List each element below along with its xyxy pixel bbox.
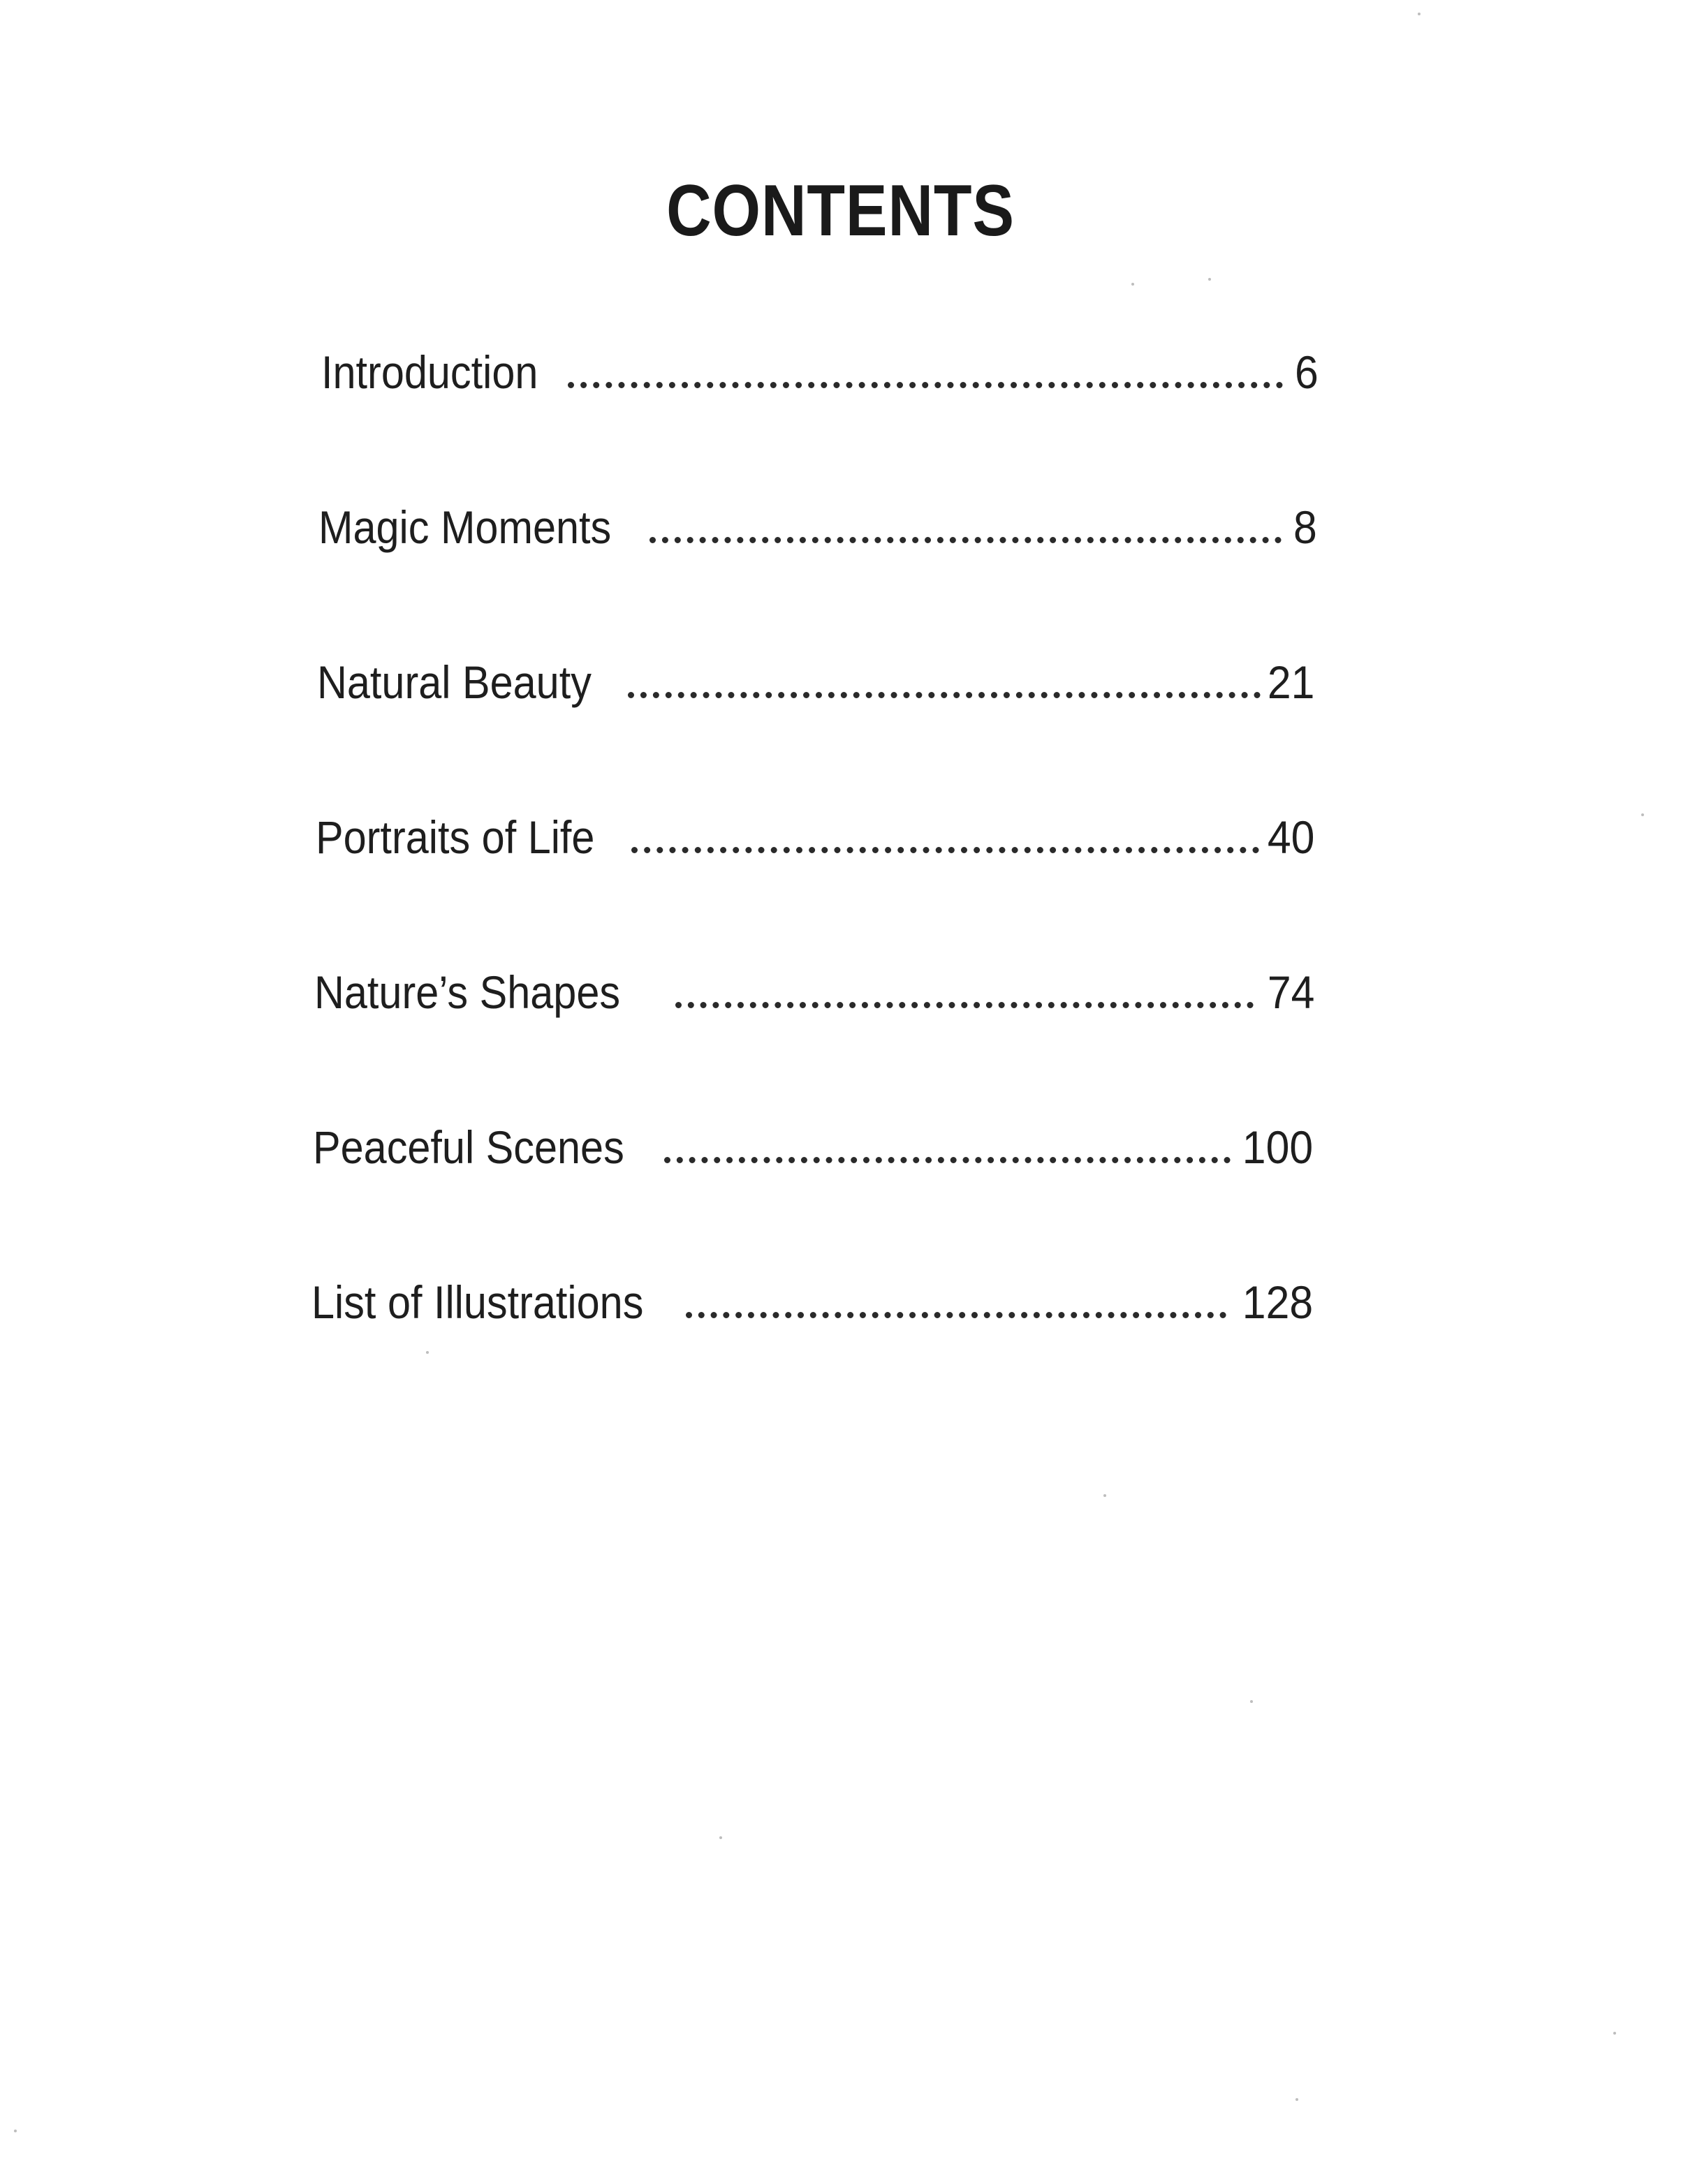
toc-dot-leader — [664, 1157, 1231, 1163]
toc-entry-page: 74 — [1267, 966, 1314, 1018]
toc-dot-leader — [686, 1312, 1226, 1318]
scan-speck — [426, 1351, 429, 1354]
toc-entry-page: 100 — [1242, 1121, 1313, 1173]
toc-dot-leader — [628, 692, 1261, 698]
toc-dot-leader — [649, 537, 1282, 543]
scan-speck — [1208, 278, 1211, 281]
toc-entry-peaceful-scenes — [313, 1121, 1313, 1279]
scan-speck — [1295, 2098, 1298, 2101]
toc-entry-page: 128 — [1242, 1276, 1313, 1328]
toc-entry-label: Peaceful Scenes — [313, 1121, 624, 1173]
toc-entry-label: Portraits of Life — [316, 811, 595, 863]
scan-speck — [1641, 813, 1644, 816]
scan-speck — [1250, 1700, 1253, 1703]
toc-entry-label: Nature’s Shapes — [314, 966, 621, 1018]
toc-dot-leader — [568, 382, 1283, 388]
toc-entry-page: 8 — [1293, 501, 1317, 553]
page-title: CONTENTS — [666, 170, 1015, 251]
scan-speck — [719, 1836, 722, 1839]
scan-speck — [14, 2130, 17, 2132]
toc-entry-page: 40 — [1267, 811, 1314, 863]
scan-speck — [1613, 2032, 1616, 2035]
scan-speck — [1418, 13, 1421, 15]
toc-entry-label: List of Illustrations — [311, 1276, 644, 1328]
toc-dot-leader — [675, 1002, 1254, 1008]
table-of-contents — [311, 346, 1319, 1434]
toc-entry-label: Introduction — [321, 346, 538, 398]
scan-speck — [1131, 283, 1134, 286]
toc-entry-page: 21 — [1267, 656, 1314, 708]
toc-entry-label: Magic Moments — [318, 501, 612, 553]
scan-speck — [1103, 1494, 1106, 1497]
toc-entry-portraits-of-life — [313, 811, 1314, 969]
toc-entry-label: Natural Beauty — [317, 656, 592, 708]
toc-entry-magic-moments — [313, 501, 1317, 659]
toc-dot-leader — [631, 847, 1259, 853]
toc-entry-introduction — [313, 346, 1319, 504]
toc-entry-natures-shapes — [313, 966, 1314, 1124]
toc-entry-natural-beauty — [313, 656, 1314, 814]
toc-entry-page: 6 — [1295, 346, 1319, 398]
toc-entry-list-of-illustrations — [311, 1276, 1313, 1434]
